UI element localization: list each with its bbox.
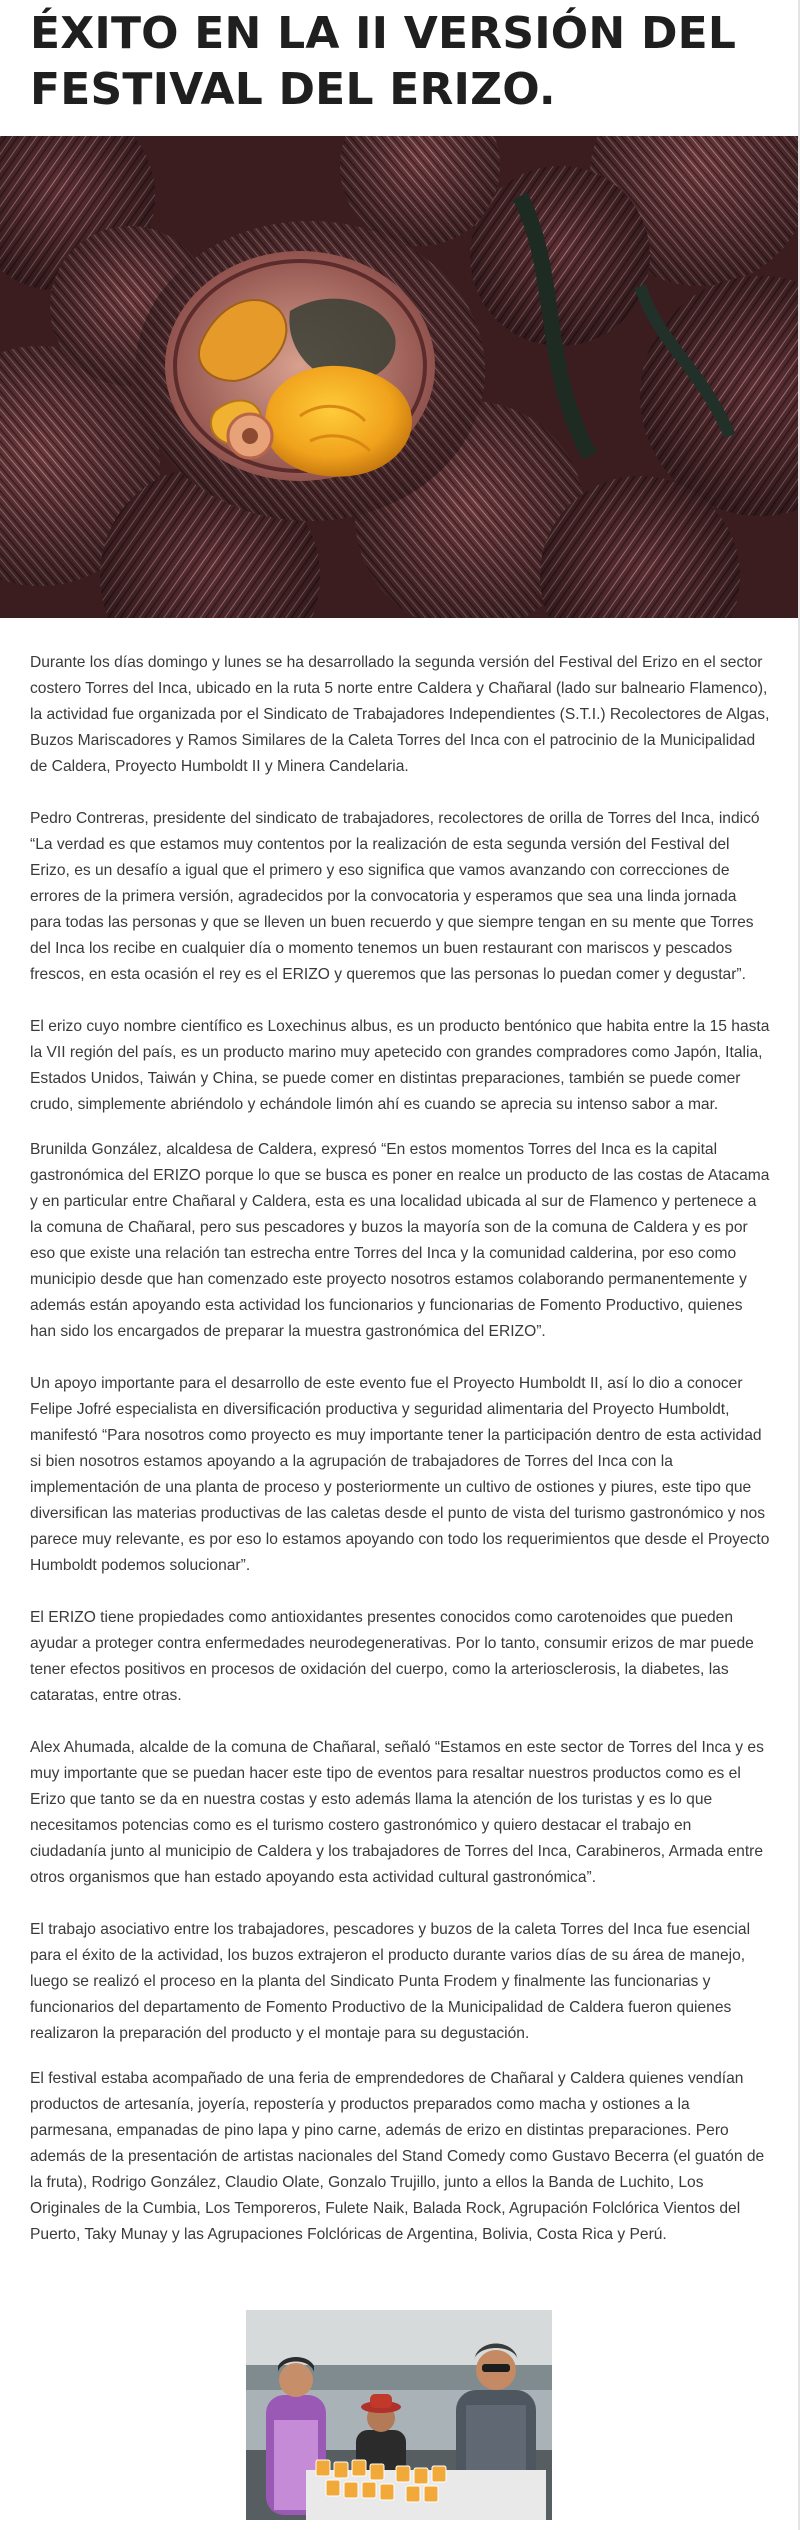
hero-image <box>0 136 800 618</box>
festival-photo <box>246 2310 552 2520</box>
paragraph-6: El ERIZO tiene propiedades como antioxidantes presentes conocidos como carotenoides que pueden ayudar a proteger contra enfermedades neurodegenerativas. Por lo tanto, consumir erizos de mar puede tener efectos positivos en procesos de oxidación del cuerpo, como la arteriosclerosis, la diabetes, las cataratas, entre otras. <box>30 1609 754 1704</box>
paragraph-4: Brunilda González, alcaldesa de Caldera, expresó “En estos momentos Torres del Inca es la capital gastronómica del ERIZO porque lo que se busca es poner en realce un producto de las costas de Atacama y en particular entre Chañaral y Caldera, esta es una localidad ubicada al sur de Flamenco y pertenece a la comuna de Chañaral, pero sus pescadores y buzos la mayoría son de la comuna de Caldera y es por eso que existe una relación tan estrecha entre Torres del Inca y la comunidad calderina, por eso como municipio desde que han comenzado este proyecto nosotros estamos colaborando permanentemente y además están apoyando esta actividad los funcionarios y funcionarias de Fomento Productivo, quienes han sido los encargados de preparar la muestra gastronómica del ERIZO”. <box>30 1141 770 1340</box>
paragraph-8: El trabajo asociativo entre los trabajadores, pescadores y buzos de la caleta Torres del Inca fue esencial para el éxito de la actividad, los buzos extrajeron el producto durante varios días de su área de manejo, luego se realizó el proceso en la planta del Sindicato Punta Frodem y finalmente las funcionarias y funcionarios del departamento de Fomento Productivo de la Municipalidad de Caldera fueron quienes realizaron la preparación del producto y el montaje para su degustación. <box>30 1921 751 2042</box>
paragraph-1: Durante los días domingo y lunes se ha desarrollado la segunda versión del Festival del Erizo en el sector costero Torres del Inca, ubicado en la ruta 5 norte entre Caldera y Chañaral (lado sur balneario Flamenco), la actividad fue organizada por el Sindicato de Trabajadores Independientes (S.T.I.) Recolectores de Algas, Buzos Mariscadores y Ramos Similares de la Caleta Torres del Inca con el patrocinio de la Municipalidad de Caldera, Proyecto Humboldt II y Minera Candelaria. <box>30 654 770 775</box>
paragraph-7: Alex Ahumada, alcalde de la comuna de Chañaral, señaló “Estamos en este sector de Torres del Inca y es muy importante que se puedan hacer este tipo de eventos para resaltar nuestros productos como es el Erizo que tanto se da en nuestra costas y esto además llama la atención de los turistas y es lo que necesitamos potencias como es el turismo costero gastronómico y quiero destacar el trabajo en ciudadanía junto al municipio de Caldera y los trabajadores de Torres del Inca, Carabineros, Armada entre otros organismos que han estado apoyando esta actividad cultural gastronómica”. <box>30 1739 764 1886</box>
paragraph-3: El erizo cuyo nombre científico es Loxechinus albus, es un producto bentónico que habita entre la 15 hasta la VII región del país, es un producto marino muy apetecido con grandes compradores como Japón, Italia, Estados Unidos, Taiwán y China, se puede comer en distintas preparaciones, también se puede comer crudo, simplemente abriéndolo y echándole limón ahí es cuando se aprecia su intenso sabor a mar. <box>30 1018 770 1113</box>
paragraph-9: El festival estaba acompañado de una feria de emprendedores de Chañaral y Caldera quienes vendían productos de artesanía, joyería, repostería y productos preparados como macha y ostiones a la parmesana, empanadas de pino lapa y pino carne, además de erizo en distintas preparaciones. Pero además de la presentación de artistas nacionales del Stand Comedy como Gustavo Becerra (el guatón de la fruta), Rodrigo González, Claudio Olate, Gonzalo Trujillo, junto a ellos la Banda de Luchito, Los Originales de la Cumbia, Los Temporeros, Fulete Naik, Balada Rock, Agrupación Folclórica Vientos del Puerto, Taky Munay y las Agrupaciones Folclóricas de Argentina, Bolivia, Costa Rica y Perú. <box>30 2070 765 2243</box>
sea-urchin-illustration <box>0 136 800 618</box>
open-sea-urchin <box>135 221 485 521</box>
article-body <box>30 650 770 2274</box>
paragraph-2: Pedro Contreras, presidente del sindicato de trabajadores, recolectores de orilla de Torres del Inca, indicó “La verdad es que estamos muy contentos por la realización de esta segunda versión del Festival del Erizo, es un desafío a igual que el primero y eso significa que vamos avanzando con correcciones de errores de la primera versión, agradecidos por la convocatoria y esperamos que sea una linda jornada para todas las personas y que se lleven un buen recuerdo y que siempre tengan en su mente que Torres del Inca los recibe en cualquier día o momento tenemos un buen restaurant con mariscos y pescados frescos, en esta ocasión el rey es el ERIZO y queremos que las personas lo puedan comer y degustar”. <box>30 810 760 983</box>
article-title: ÉXITO EN LA II VERSIÓN DEL FESTIVAL DEL ERIZO. <box>30 8 737 115</box>
paragraph-5: Un apoyo importante para el desarrollo de este evento fue el Proyecto Humboldt II, así lo dio a conocer Felipe Jofré especialista en diversificación productiva y seguridad alimentaria del Proyecto Humboldt, manifestó “Para nosotros como proyecto es muy importante tener la participación dentro de esta actividad si bien nosotros estamos apoyando a la agrupación de trabajadores de Torres del Inca con la implementación de una planta de proceso y posteriormente un cultivo de ostiones y piures, este tipo que diversifican las materias productivas de las caletas desde el punto de vista del turismo gastronómico y nos parece muy relevante, es por eso lo estamos apoyando con todo los requerimientos que desde el Proyecto Humboldt podemos solucionar”. <box>30 1375 770 1574</box>
article-header <box>30 6 770 118</box>
festival-stand-illustration <box>246 2310 552 2520</box>
